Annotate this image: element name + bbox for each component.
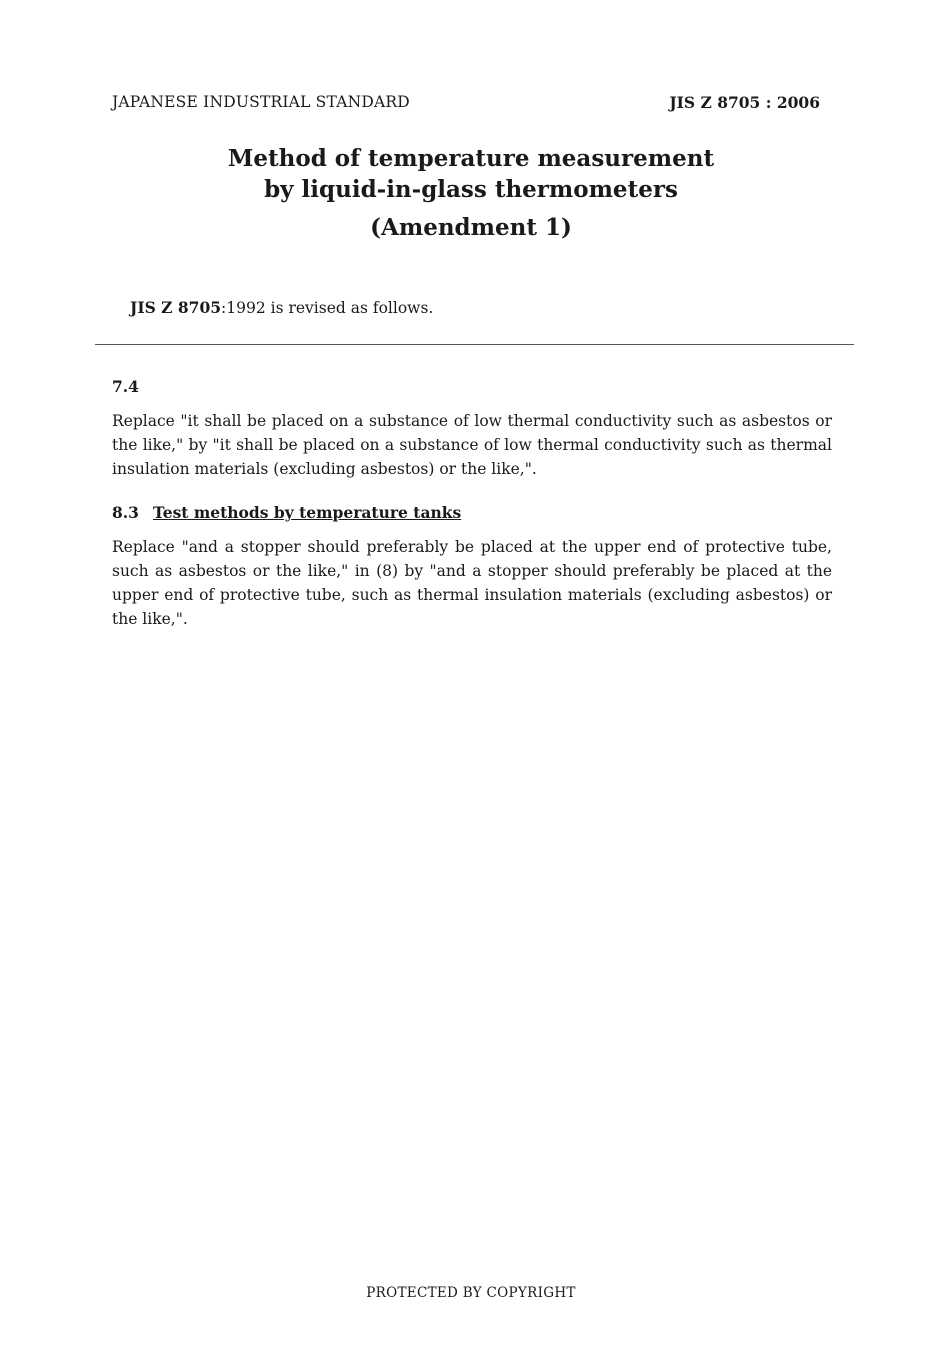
clause-heading-8-3 (112, 503, 461, 522)
revision-statement (130, 298, 433, 317)
revised-standard-ref: JIS Z 8705 (130, 298, 222, 317)
copyright-footer: PROTECTED BY COPYRIGHT (366, 1285, 576, 1301)
title-line-1: Method of temperature measurement (227, 145, 715, 172)
clause-title-8-3: Test methods by temperature tanks (152, 503, 462, 522)
divider (95, 344, 854, 345)
amendment-label: (Amendment 1) (370, 214, 572, 241)
standard-organization-label: JAPANESE INDUSTRIAL STANDARD (112, 93, 410, 111)
clause-8-3-text: Replace "and a stopper should preferably be placed at the upper end of protective tube, such as asbestos or the like," in (8) by "and a stopper should preferably be placed at the upper end of protective tube, such as thermal insulation materials (excluding asbestos) or the like,". (112, 538, 832, 628)
standard-number: JIS Z 8705 : 2006 (669, 93, 820, 112)
title-line-2: by liquid-in-glass thermometers (264, 176, 678, 203)
clause-number-8-3: 8.3 (112, 503, 139, 522)
clause-number-7-4: 7.4 (112, 377, 139, 396)
revision-statement-text: :1992 is revised as follows. (221, 299, 434, 317)
document-title (0, 143, 942, 241)
clause-7-4-text: Replace "it shall be placed on a substance of low thermal conductivity such as asbestos or the like," by "it shall be placed on a substance of low thermal conductivity such as thermal insulation materials (excluding asbestos) or the like,". (112, 412, 832, 478)
